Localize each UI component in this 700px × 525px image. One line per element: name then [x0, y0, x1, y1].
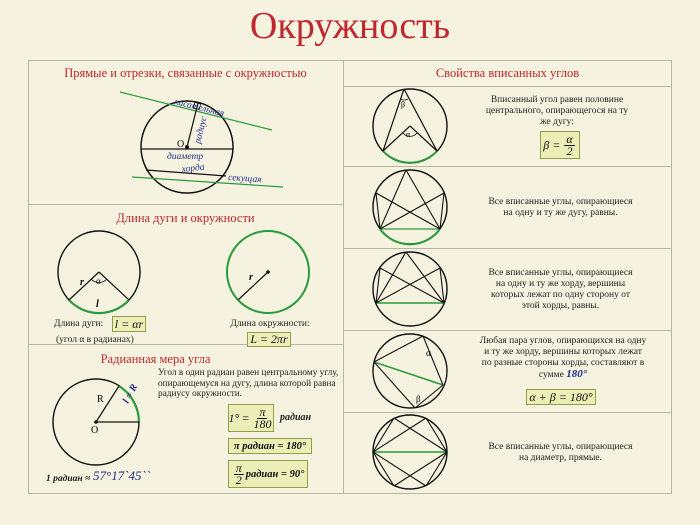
secant-label: секущая [227, 173, 262, 186]
p1-beta-eq: β = [543, 137, 561, 152]
arc-note: (угол α в радианах) [56, 335, 134, 345]
p1-formula [540, 131, 580, 159]
radian-formula-1: 1° = $\frac{\pi}{180}$ [228, 404, 274, 432]
f1-left: 1° [228, 410, 240, 425]
radian-l-equals-R: l = R [120, 382, 141, 406]
p1-alpha: α [406, 130, 411, 139]
p1-arc [383, 151, 437, 163]
p4-circle [373, 334, 447, 408]
section-inscribed-title: Свойства вписанных углов [435, 66, 580, 80]
tangent-label: касательная [173, 97, 226, 120]
p4-beta: β [416, 394, 421, 404]
f1-num: π [259, 404, 266, 419]
section-lines-title: Прямые и отрезки, связанные с окружностью [64, 66, 307, 80]
arc-l-label: l [96, 299, 99, 310]
one-radian-value: 57°17`45`` [93, 468, 151, 483]
f3-num: π [235, 460, 242, 475]
arc-r-label: r [80, 277, 84, 288]
section-arc-title: Длина дуги и окружности [116, 211, 255, 225]
radian-O-label: O [91, 425, 99, 436]
p4-value: 180° [566, 368, 588, 380]
section-radian-title: Радианная мера угла [100, 352, 211, 366]
p1-num: α [566, 131, 573, 146]
p3-text: Все вписанные углы, опирающиеся на одну и ту же хорду, вершины которых лежат по одну сторону от этой хорды, равны. [488, 268, 633, 311]
p2-arc [380, 229, 440, 244]
p1-den: 2 [566, 143, 573, 158]
f3-right: радиан = 90° [245, 468, 305, 480]
p4-text [478, 336, 648, 381]
p4-formula: α + β = 180° [526, 389, 596, 405]
arc-caption: Длина дуги: [54, 319, 104, 329]
p5-text: Все вписанные углы, опирающиеся на диаметр, прямые. [488, 442, 633, 463]
p1-text: Вписанный угол равен половине центрального, опирающегося на ту же дугу: [485, 95, 629, 127]
radius-label: радиус [193, 115, 210, 145]
p1-beta: β [401, 100, 406, 109]
arc-formula: l = αr [112, 316, 146, 332]
page-title: Окружность [249, 5, 451, 47]
f3-den: 2 [235, 472, 242, 487]
full-r-label: r [249, 272, 253, 283]
radian-description: Угол в один радиан равен центральному углу, опирающемуся на дугу, длина которой равна радиусу окружности. [158, 368, 339, 399]
chord-label: хорда [181, 162, 206, 175]
f1-unit: радиан [280, 412, 312, 423]
p4-alpha: α [426, 348, 431, 358]
p1-fraction [564, 131, 574, 158]
diameter-label: диаметр [167, 152, 204, 162]
circ-formula: L = 2πr [247, 332, 291, 347]
radian-R-label: R [97, 394, 104, 405]
circ-caption: Длина окружности: [230, 319, 310, 329]
f1-den: 180 [253, 416, 272, 431]
p2-text: Все вписанные углы, опирающиеся на одну и ту же дугу, равны. [488, 197, 633, 218]
arc-alpha-label: α [96, 276, 101, 286]
center-label: O [177, 139, 185, 150]
p4-text-body: Любая пара углов, опирающихся на одну и ту же хорду, вершины которых лежат по разные стороны хорды, составляют в сумме [479, 336, 647, 380]
one-radian-prefix: 1 радиан ≈ [46, 474, 91, 484]
radian-formula-2: π радиан = 180° [228, 438, 312, 454]
